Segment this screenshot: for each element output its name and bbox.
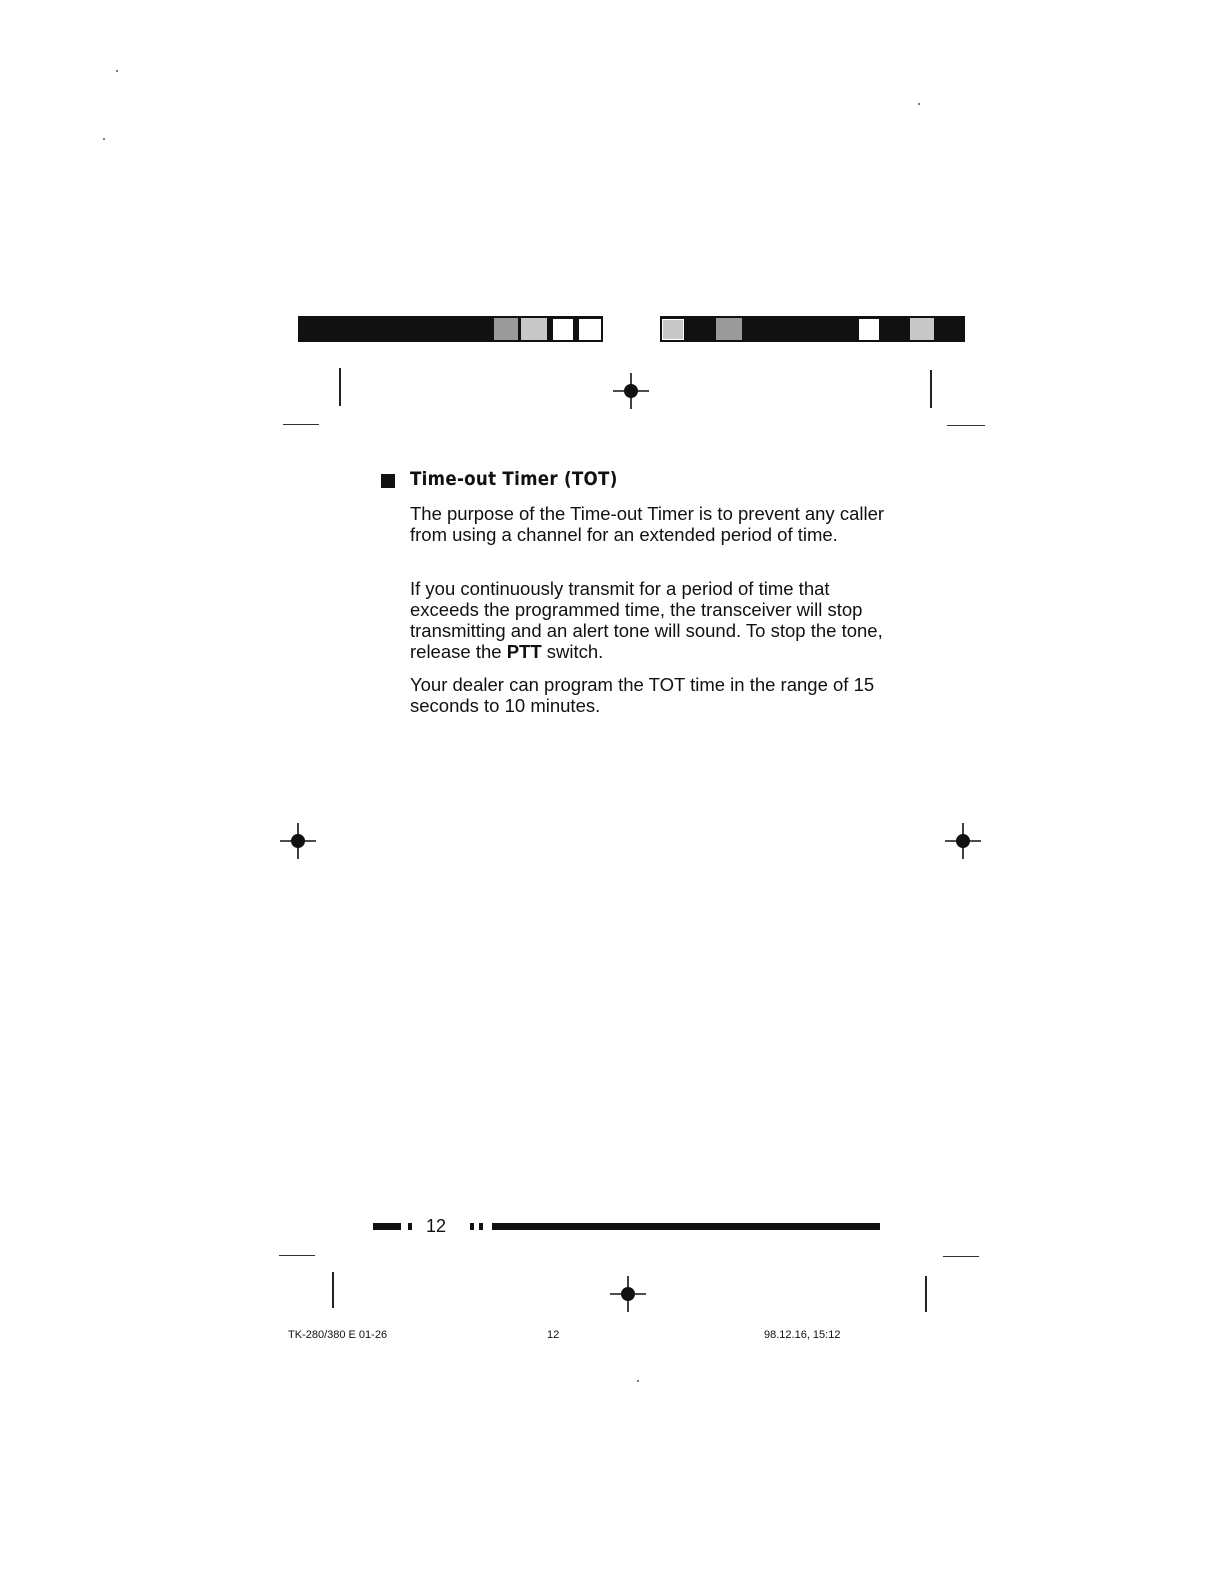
color-bar-patch xyxy=(551,317,575,342)
trim-mark xyxy=(930,370,932,408)
page-bar-right-tick xyxy=(479,1223,483,1230)
slug-file-name: TK-280/380 E 01-26 xyxy=(288,1329,388,1341)
scan-speck xyxy=(918,103,920,105)
slug-page-number: 12 xyxy=(547,1329,560,1341)
paragraph-text: switch. xyxy=(541,641,604,662)
trim-mark xyxy=(943,1256,979,1257)
page-number: 12 xyxy=(426,1216,447,1236)
trim-mark xyxy=(339,368,341,406)
paragraph-text: Your dealer can program the TOT time in the range of 15 seconds to 10 minutes. xyxy=(410,674,875,716)
registration-target-icon xyxy=(609,1275,647,1313)
scan-speck xyxy=(103,138,105,140)
color-bar-patch xyxy=(521,318,547,340)
paragraph-text: The purpose of the Time-out Timer is to prevent any caller from using a channel for an extended period of time. xyxy=(410,503,885,545)
color-bar-patch xyxy=(577,317,603,342)
ptt-key-label: PTT xyxy=(506,641,542,662)
color-bar-patch xyxy=(910,318,934,340)
heading-bullet-icon xyxy=(381,474,395,488)
page-bar-right xyxy=(492,1223,880,1230)
color-bar-patch xyxy=(716,318,742,340)
color-bar-patch xyxy=(494,318,518,340)
page-bar-left-tick xyxy=(408,1223,412,1230)
trim-mark xyxy=(925,1276,927,1312)
slug-timestamp: 98.12.16, 15:12 xyxy=(764,1329,841,1341)
registration-target-icon xyxy=(944,822,982,860)
color-bar-patch xyxy=(857,317,881,342)
body-paragraph-3 xyxy=(410,674,890,716)
registration-target-icon xyxy=(279,822,317,860)
color-bar-patch xyxy=(663,320,683,339)
scan-speck xyxy=(637,1380,639,1382)
trim-mark xyxy=(279,1255,315,1256)
page-bar-right-tick xyxy=(470,1223,474,1230)
trim-mark xyxy=(283,424,319,425)
scan-speck xyxy=(116,70,118,72)
section-heading: Time-out Timer (TOT) xyxy=(410,468,618,490)
registration-target-icon xyxy=(612,372,650,410)
page-bar-left-block xyxy=(373,1223,401,1230)
paragraph-text: If you continuously transmit for a period of time that exceeds the programmed time, the transceiver will stop transmitting and an alert tone will sound. To stop the tone, release the xyxy=(410,578,883,662)
trim-mark xyxy=(332,1272,334,1308)
body-paragraph-1 xyxy=(410,503,890,545)
trim-mark xyxy=(947,425,985,426)
body-paragraph-2 xyxy=(410,578,890,662)
